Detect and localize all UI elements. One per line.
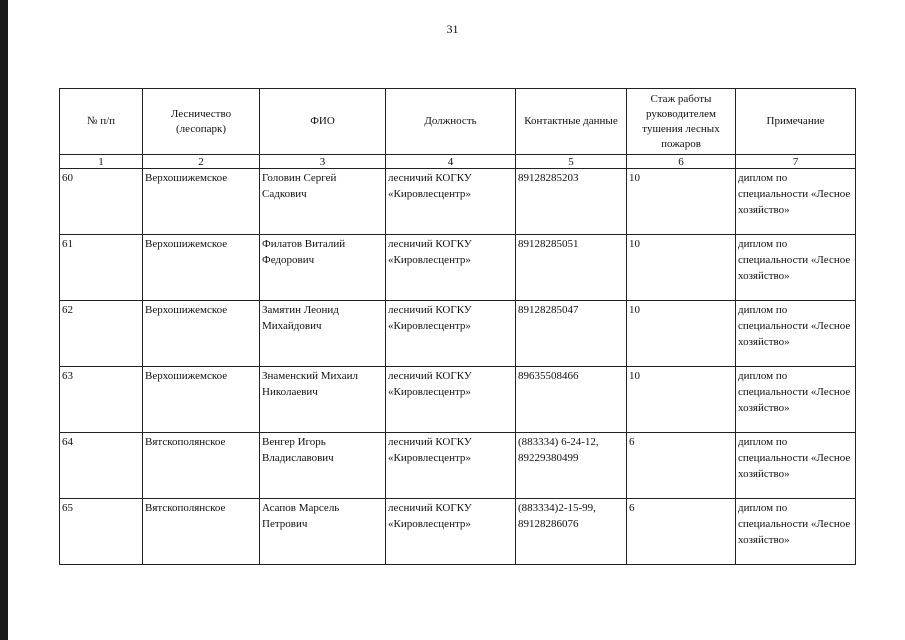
cell-experience: 6 [627, 433, 736, 499]
column-number: 6 [627, 155, 736, 169]
cell-name: Венгер Игорь Владиславович [260, 433, 386, 499]
cell-number: 65 [60, 499, 143, 565]
cell-number: 62 [60, 301, 143, 367]
scan-left-edge [0, 0, 8, 640]
cell-position: лесничий КОГКУ «Кировлесцентр» [386, 301, 516, 367]
cell-contacts: 89128285047 [516, 301, 627, 367]
cell-name: Асапов Марсель Петрович [260, 499, 386, 565]
cell-note: диплом по специальности «Лесное хозяйство» [736, 169, 856, 235]
cell-contacts: (883334) 6-24-12, 89229380499 [516, 433, 627, 499]
column-number: 4 [386, 155, 516, 169]
cell-number: 64 [60, 433, 143, 499]
cell-note: диплом по специальности «Лесное хозяйство» [736, 235, 856, 301]
column-number: 2 [143, 155, 260, 169]
column-number: 3 [260, 155, 386, 169]
cell-forestry: Вятскополянское [143, 499, 260, 565]
table-row [60, 169, 856, 235]
header-name: ФИО [260, 89, 386, 155]
cell-number: 63 [60, 367, 143, 433]
cell-position: лесничий КОГКУ «Кировлесцентр» [386, 433, 516, 499]
cell-contacts: 89635508466 [516, 367, 627, 433]
cell-experience: 10 [627, 169, 736, 235]
header-forestry: Лесничество (лесопарк) [143, 89, 260, 155]
table-row [60, 235, 856, 301]
column-number: 1 [60, 155, 143, 169]
column-number: 5 [516, 155, 627, 169]
cell-note: диплом по специальности «Лесное хозяйство» [736, 367, 856, 433]
cell-name: Знаменский Михаил Николаевич [260, 367, 386, 433]
table-row [60, 499, 856, 565]
table-row [60, 433, 856, 499]
table-row [60, 301, 856, 367]
column-number-row [60, 155, 856, 169]
cell-experience: 6 [627, 499, 736, 565]
cell-position: лесничий КОГКУ «Кировлесцентр» [386, 169, 516, 235]
cell-name: Замятин Леонид Михайдович [260, 301, 386, 367]
cell-contacts: 89128285051 [516, 235, 627, 301]
header-number: № п/п [60, 89, 143, 155]
cell-experience: 10 [627, 301, 736, 367]
header-position: Должность [386, 89, 516, 155]
cell-note: диплом по специальности «Лесное хозяйство» [736, 433, 856, 499]
cell-experience: 10 [627, 367, 736, 433]
header-contacts: Контактные данные [516, 89, 627, 155]
cell-contacts: (883334)2-15-99, 89128286076 [516, 499, 627, 565]
header-row [60, 89, 856, 155]
cell-position: лесничий КОГКУ «Кировлесцентр» [386, 367, 516, 433]
cell-number: 61 [60, 235, 143, 301]
cell-name: Филатов Виталий Федорович [260, 235, 386, 301]
header-experience: Стаж работы руководителем тушения лесных пожаров [627, 89, 736, 155]
cell-forestry: Верхошижемское [143, 301, 260, 367]
cell-note: диплом по специальности «Лесное хозяйство» [736, 499, 856, 565]
table-row [60, 367, 856, 433]
cell-forestry: Верхошижемское [143, 367, 260, 433]
cell-experience: 10 [627, 235, 736, 301]
cell-name: Головин Сергей Садкович [260, 169, 386, 235]
cell-position: лесничий КОГКУ «Кировлесцентр» [386, 235, 516, 301]
forestry-staff-table [59, 88, 856, 565]
cell-forestry: Верхошижемское [143, 235, 260, 301]
page-number: 31 [446, 22, 459, 36]
cell-contacts: 89128285203 [516, 169, 627, 235]
cell-forestry: Верхошижемское [143, 169, 260, 235]
cell-position: лесничий КОГКУ «Кировлесцентр» [386, 499, 516, 565]
column-number: 7 [736, 155, 856, 169]
cell-number: 60 [60, 169, 143, 235]
header-note: Примечание [736, 89, 856, 155]
cell-forestry: Вятскополянское [143, 433, 260, 499]
cell-note: диплом по специальности «Лесное хозяйство» [736, 301, 856, 367]
